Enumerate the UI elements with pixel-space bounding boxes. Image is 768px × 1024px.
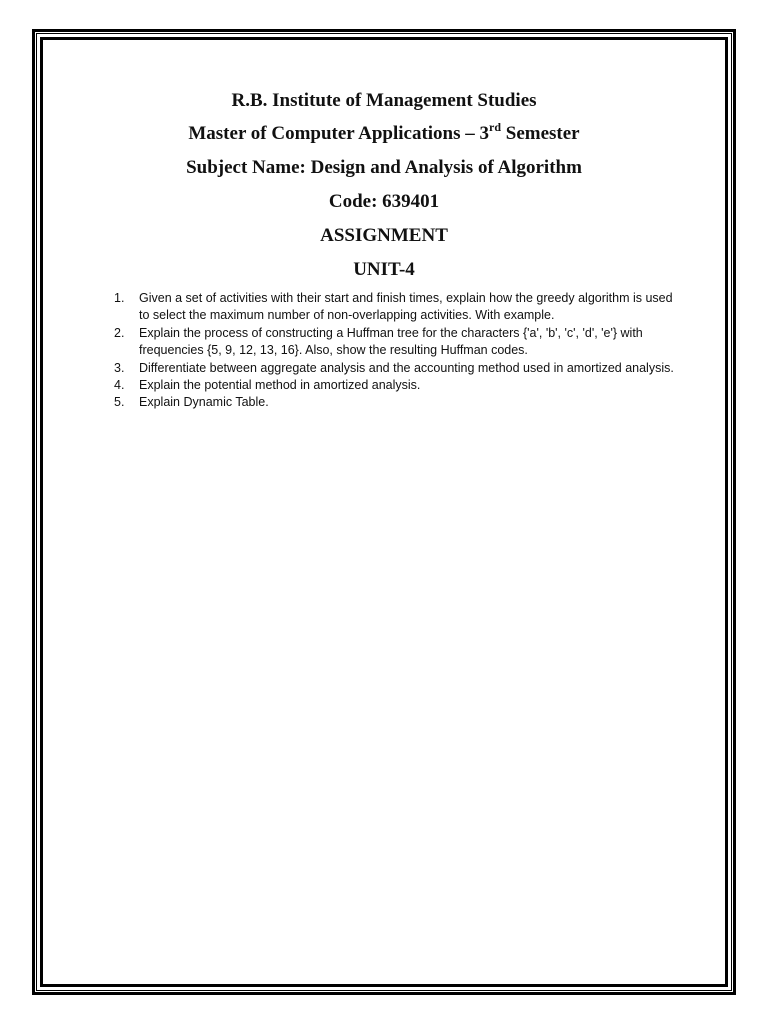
course-prefix: Master of Computer Applications – 3	[188, 123, 490, 144]
question-item	[114, 360, 684, 377]
question-list	[114, 290, 684, 412]
subject-code: Code: 639401	[328, 191, 440, 212]
question-text: Differentiate between aggregate analysis and the accounting method used in amortized analysis.	[139, 360, 674, 375]
question-number: 3.	[114, 360, 125, 375]
page-border-inner	[40, 37, 728, 987]
question-number: 2.	[114, 325, 125, 340]
question-number: 4.	[114, 378, 125, 393]
question-text: Explain Dynamic Table.	[139, 395, 269, 410]
course-suffix: Semester	[501, 123, 580, 144]
institute-title: R.B. Institute of Management Studies	[231, 90, 537, 111]
course-ordinal-superscript: rd	[489, 120, 502, 134]
question-item	[114, 290, 684, 325]
question-text: Given a set of activities with their start and finish times, explain how the greedy algorithm is used to select the maximum number of non-overlapping activities. With example.	[139, 291, 673, 323]
question-item	[114, 325, 684, 360]
question-item	[114, 377, 684, 394]
document-type: ASSIGNMENT	[320, 225, 448, 246]
question-number: 1.	[114, 291, 125, 305]
question-text: Explain the potential method in amortized analysis.	[139, 378, 421, 393]
question-number: 5.	[114, 395, 125, 410]
question-item	[114, 394, 684, 411]
subject-name: Subject Name: Design and Analysis of Algorithm	[186, 157, 582, 178]
unit-title: UNIT-4	[353, 259, 415, 280]
question-text: Explain the process of constructing a Huffman tree for the characters {'a', 'b', 'c', 'd', 'e'} with frequencies {5, 9, 12, 13, 16}. Also, show the resulting Huffman codes.	[139, 325, 643, 358]
course-title	[40, 120, 728, 144]
